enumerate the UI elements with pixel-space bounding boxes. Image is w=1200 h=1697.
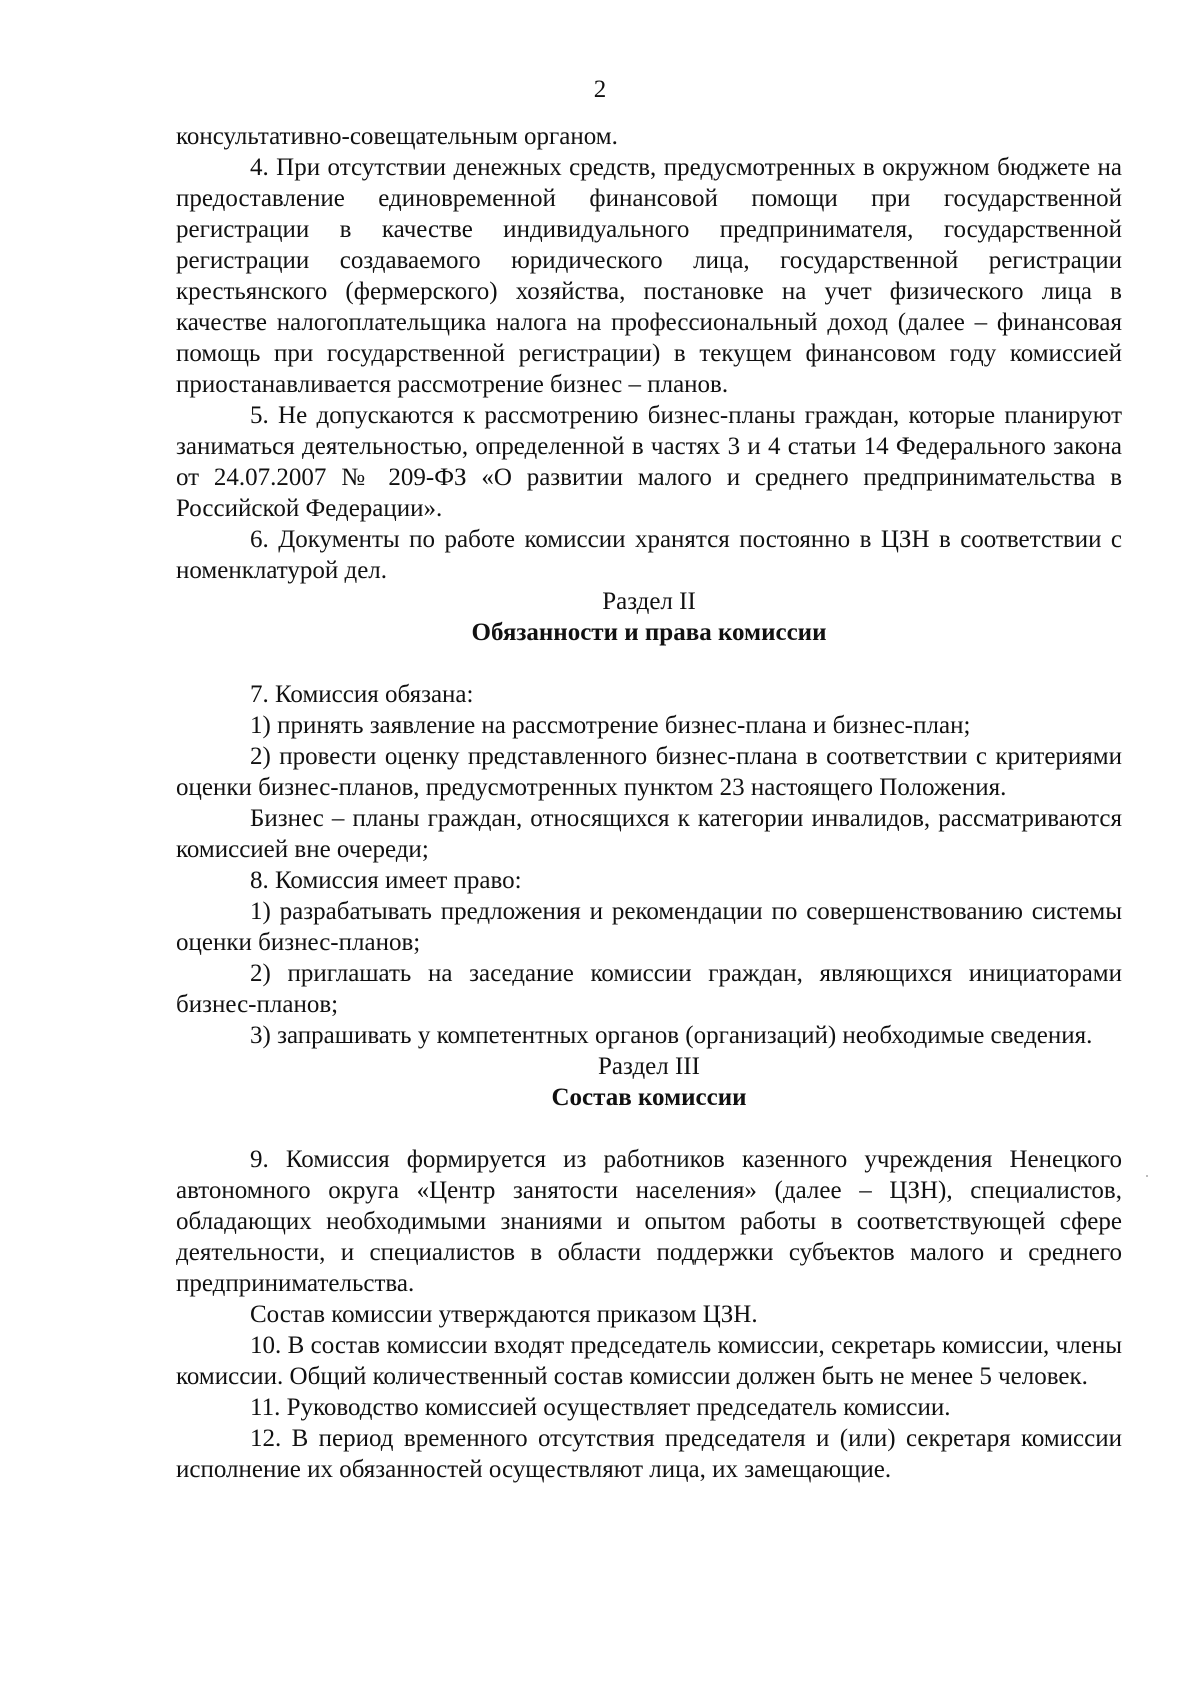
page-number: 2: [593, 76, 607, 103]
paragraph: 2) приглашать на заседание комиссии граждан, являющихся инициаторами бизнес-планов;: [176, 960, 1122, 1018]
section-title: Обязанности и права комиссии: [471, 619, 827, 646]
paragraph: 9. Комиссия формируется из работников казенного учреждения Ненецкого автономного округа «Центр занятости населения» (далее – ЦЗН), специалистов, обладающих необходимыми знаниями и опытом работы в соответствующей сфере деятельности, и специалистов в области поддержки субъектов малого и среднего предпринимательства.: [176, 1146, 1122, 1297]
paragraph: 12. В период временного отсутствия председателя и (или) секретаря комиссии исполнение их обязанностей осуществляют лица, их замещающие.: [176, 1425, 1122, 1483]
scan-speck: [1146, 1175, 1148, 1177]
paragraph: 2) провести оценку представленного бизнес-плана в соответствии с критериями оценки бизнес-планов, предусмотренных пунктом 23 настоящего Положения.: [176, 743, 1122, 801]
paragraph: 11. Руководство комиссией осуществляет председатель комиссии.: [250, 1394, 951, 1421]
section-label: Раздел III: [598, 1053, 700, 1080]
paragraph: 8. Комиссия имеет право:: [250, 867, 522, 894]
paragraph: 7. Комиссия обязана:: [250, 681, 474, 708]
paragraph: Состав комиссии утверждаются приказом ЦЗН.: [250, 1301, 758, 1328]
paragraph: 6. Документы по работе комиссии хранятся постоянно в ЦЗН в соответствии с номенклатурой дел.: [176, 526, 1122, 584]
paragraph: 3) запрашивать у компетентных органов (организаций) необходимые сведения.: [250, 1022, 1093, 1049]
paragraph: Бизнес – планы граждан, относящихся к категории инвалидов, рассматриваются комиссией вне очереди;: [176, 805, 1122, 863]
paragraph: 10. В состав комиссии входят председатель комиссии, секретарь комиссии, члены комиссии. Общий количественный состав комиссии должен быть не менее 5 человек.: [176, 1332, 1122, 1390]
section-label: Раздел II: [602, 588, 696, 615]
paragraph: 1) принять заявление на рассмотрение бизнес-плана и бизнес-план;: [250, 712, 971, 739]
paragraph: 1) разрабатывать предложения и рекомендации по совершенствованию системы оценки бизнес-планов;: [176, 898, 1122, 956]
paragraph: 4. При отсутствии денежных средств, предусмотренных в окружном бюджете на предоставление единовременной финансовой помощи при государственной регистрации в качестве индивидуального предпринимателя, государственной регистрации создаваемого юридического лица, государственной регистрации крестьянского (фермерского) хозяйства, постановке на учет физического лица в качестве налогоплательщика налога на профессиональный доход (далее – финансовая помощь при государственной регистрации) в текущем финансовом году комиссией приостанавливается рассмотрение бизнес – планов.: [176, 154, 1122, 398]
spacer: [176, 648, 1122, 679]
section-title: Состав комиссии: [551, 1084, 747, 1111]
document-body: [176, 121, 1122, 1485]
paragraph: консультативно-совещательным органом.: [176, 123, 618, 150]
spacer: [176, 1113, 1122, 1144]
paragraph: 5. Не допускаются к рассмотрению бизнес-планы граждан, которые планируют заниматься деятельностью, определенной в частях 3 и 4 статьи 14 Федерального закона от 24.07.2007 № 209-ФЗ «О развитии малого и среднего предпринимательства в Российской Федерации».: [176, 402, 1122, 522]
